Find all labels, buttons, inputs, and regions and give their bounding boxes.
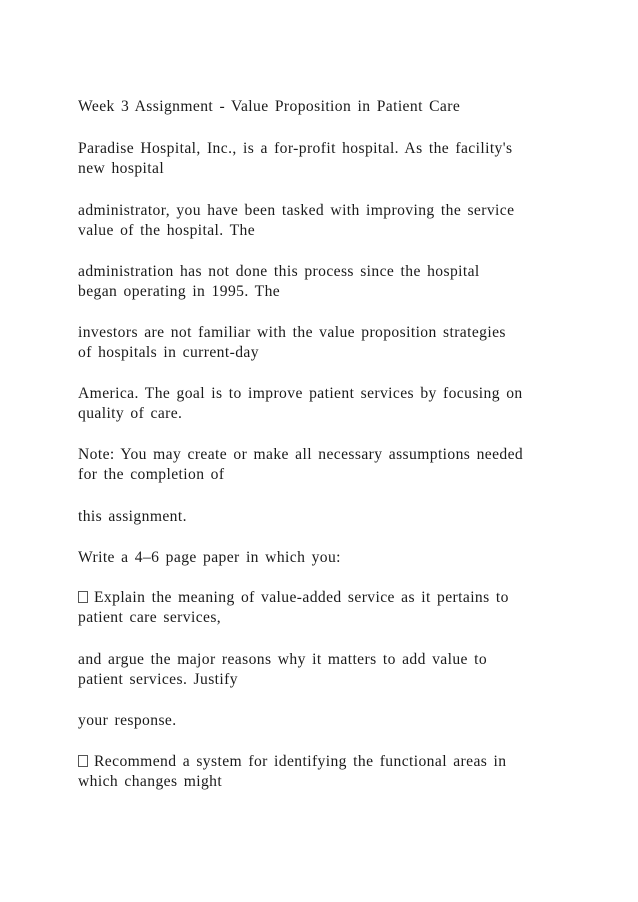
text-line: Note: You may create or make all necessary assumptions needed: [78, 446, 524, 463]
paragraph: [78, 507, 578, 527]
paragraph: [78, 201, 578, 241]
bullet-icon: [78, 755, 88, 767]
paragraph: [78, 711, 578, 731]
text-line: Recommend a system for identifying the functional areas in: [94, 753, 507, 770]
text-line: began operating in 1995. The: [78, 283, 281, 300]
text-line: patient services. Justify: [78, 671, 238, 688]
text-line: new hospital: [78, 160, 165, 177]
text-line: this assignment.: [78, 508, 187, 525]
text-line: patient care services,: [78, 609, 222, 626]
text-line: Explain the meaning of value-added service as it pertains to: [94, 589, 509, 606]
paragraph: [78, 650, 578, 690]
text-line: and argue the major reasons why it matters to add value to: [78, 651, 488, 668]
paragraph: [78, 445, 578, 485]
text-line: Week 3 Assignment - Value Proposition in Patient Care: [78, 98, 461, 115]
text-line: Write a 4–6 page paper in which you:: [78, 549, 341, 566]
text-line: administration has not done this process since the hospital: [78, 263, 480, 280]
text-line: America. The goal is to improve patient services by focusing on: [78, 385, 523, 402]
bullet-item: [78, 752, 578, 792]
text-line: quality of care.: [78, 405, 183, 422]
text-line: for the completion of: [78, 466, 225, 483]
paragraph: [78, 262, 578, 302]
text-line: administrator, you have been tasked with improving the service: [78, 202, 515, 219]
text-line: which changes might: [78, 773, 223, 790]
text-line: investors are not familiar with the value proposition strategies: [78, 324, 506, 341]
text-line: of hospitals in current-day: [78, 344, 259, 361]
bullet-item: [78, 588, 578, 628]
text-line: your response.: [78, 712, 177, 729]
bullet-icon: [78, 591, 88, 603]
text-line: Paradise Hospital, Inc., is a for-profit hospital. As the facility's: [78, 140, 513, 157]
paragraph: [78, 323, 578, 363]
text-line: value of the hospital. The: [78, 222, 256, 239]
paragraph: [78, 139, 578, 179]
assignment-title: [78, 97, 578, 117]
paragraph: [78, 548, 578, 568]
paragraph: [78, 384, 578, 424]
